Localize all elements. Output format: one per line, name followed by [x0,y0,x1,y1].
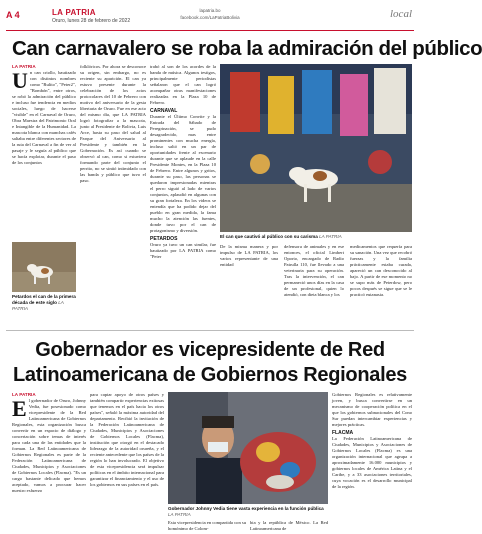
article1-column-1 [12,64,76,240]
article2-drop-cap: E [12,396,27,421]
section-label: local [390,8,412,20]
page-number: A 4 [6,10,20,20]
article2-column-4: bia y la república de México. La Red Latinoamericana de [250,520,328,531]
governor-photo [168,392,328,504]
article1-column-5: defensora de animales y en ese entonces, el oficial Limbert Oporto, encargado de Radio Patrulla 110, fue llevado a una veterinaria para su operación. Tras la intervención, el can permaneció unos días en la casa de un profesional, quien lo atendió, con dieta blanca y los [284,244,344,297]
page-header [0,0,420,33]
petardos-credit: LA PATRIA [12,300,64,311]
website-link[interactable]: lapatria.bo [199,8,221,13]
article2-column-1: LA PATRIA E l gobernador de Oruro, Johnny Vedia, fue posesionado como vicepresidente de la Red Latinoamericana de Gobiernos Regionales, esta organización busca convertir en un espacio de diálogo y concertación sobre temas de interés para cada una de las entidades que la forman. La Red Latinoamericana de Gobiernos Regionales es parte de la Federación Latinoamericana de Ciudades, Municipios y Asociaciones de Gobiernos Locales (Flacma). "Es un cargo bastante delicado que hemos aceptado, vamos a procurar hacer nuestro esfuerzo [12,392,86,493]
petardos-caption: Petardos el can de la primera década de este siglo LA PATRIA [12,294,76,311]
masthead-brand: LA PATRIA [52,8,96,17]
article2-column-2: para captar apoyo de otros países y también compartir experiencias exitosas que tenemos en el país hacia los otros países", señaló la máxima autoridad del departamento. Recibió la invitación de la Federación Latinoamericana de Ciudades, Municipios y Asociaciones de Gobiernos Locales (Flacma), institución que otorgó en el destacado liderazgo de la autoridad orureña, y el reciente antecedente que los países de la región lo han involucrado. El objetivo de esta vicepresidencia será impulsar políticas en el ámbito internacional para garantizar el financiamiento y el uso de los gobiernos en sus países en el país. [90,392,164,487]
carnival-dog-caption: El can que cautivó al público con su carisma LA PATRIA [220,234,342,239]
article2-column-3: Esta vicepresidencia en compartida con su homónimo de Colom- [168,520,246,531]
petardos-photo-image [12,242,76,292]
article1-kicker: LA PATRIA [12,64,36,69]
subhead-carnaval: CARNAVAL [150,108,178,114]
article2-kicker: LA PATRIA [12,392,36,397]
governor-image [168,392,328,504]
carnival-dog-photo [220,64,412,232]
subhead-flacma: FLACMA [332,430,354,436]
social-link[interactable]: facebook.com/LaPatriaBolivia [180,15,240,20]
subhead-petardos: PETARDOS [150,236,178,242]
article-divider [6,330,414,331]
article1-column-6: medicamentos que requería para su sanación. Una vez que recobró fuerzas y la familia prácticamente estaba curada, apareció un can desconocido al bajo. A partir de ese momento no se supo más de Peterdow, pero pocos después se sigue que se le practicó eutanasia. [350,244,412,297]
article1-col1-text: n can criollo, bautizado con distintos nombres como "Rulito", "Peter2", "Bombón", entre otros, se robó la admiración del público e incluso fue tendencia en medios sociales, luego de hacerse "visible" en el Carnaval de Oruro, Obra Maestra del Patrimonio Oral e Intangible de la Humanidad. La mascota blanca con manchas cafés saltaba entre diferentes sectores de la ruta del Carnaval a fin de ver al pasaje y le seguía al público que se hacía explotar, durante el paso de los conjuntos [12,70,76,165]
article2-headline-line1: Gobernador es vicepresidente de Red [35,339,385,361]
carnival-dog-credit: LA PATRIA [319,234,342,239]
article1-drop-cap: U [12,68,28,93]
article1-column-2: folklóricos. Por ahora se desconoce su origen, sin embargo, no es reciente su aparición. El can ya estuvo presente durante la celebración de los actos protocolares del 10 de Febrero con motivo del aniversario de la gesta libertaria de Oruro. Fue en ese acto del mismo día, que LA PATRIA logró fotografiar a la mascota, junto al Presidente de Bolivia, Luis Arce, hasta su paso del salud al Parque del Aniversario al Presidente y también en la Gobernación. Es así cuando se observó al can, como si estuviera formando parte del conjunto el perrito, no se sintió intimidado con las banda y público que tuvo el paso. [80,64,146,183]
article1-column-3: trabó al son de los acordes de la banda de música. Algunos testigos, principalmente periodistas señalaron que el can logró acompañar otras manifestaciones realizadas en la Plaza 10 de Febrero. CARNAVAL Durante el Último Convite y la Entrada del Sábado de Peregrinación, se pudo desagradecido, mas entre prominentes con mucha energía, incluso saltó en un par de oportunidades frente al escenario durante que se aplaude en la calle Presidente Montes, en la Plaza 10 de Febrero. Entre algunos y gritos, durante su paso, las personas se quedaron impresionadas mientras el perro siguió al lado de varios conjuntos, aplaudió en algunas con su gran fortaleza. En los videos se entendía que ha podido dejar del pueblo en gran medida, la fama mucho la atención las fuentes, donde tuvo por el can de protagonismo y diversión. PETARDOS Oruro ya tuvo un can similar, fue bautizado por LA PATRIA como "Peter [150,64,216,259]
carnival-dog-image [220,64,412,232]
article2-headline [0,338,420,388]
petardos-photo [12,242,76,292]
header-rule [6,30,414,31]
article1-headline: Can carnavalero se roba la admiración del público [12,37,482,60]
article2-column-5: Gobiernos Regionales es relativamente joven, y busca convertirse en un mecanismo de cooperación política en el que los gobiernos subnacionales del Cono Sur puedan intercambiar experiencias y mejores prácticas. FLACMA La Federación Latinoamericana de Ciudades, Municipios y Asociaciones de Gobiernos Locales (Flacma) es una organización internacional que agrupa a aproximadamente 16.000 municipios y gobiernos locales de América Latina y el Caribe, y a 33 asociaciones territoriales, cuya vocación es el desarrollo municipal de la región. [332,392,412,489]
governor-credit: LA PATRIA [168,512,191,517]
article1-column-4: De la misma manera y por impulso de LA PATRIA, los varios representante de una entidad [220,244,278,267]
governor-caption: Gobernador Johnny Vedia tiene vasta experiencia en la función pública LA PATRIA [168,506,324,517]
issue-date: Oruro, lunes 28 de febrero de 2022 [52,18,131,24]
article2-headline-line2: Latinoamericana de Gobiernos Regionales [13,364,407,386]
